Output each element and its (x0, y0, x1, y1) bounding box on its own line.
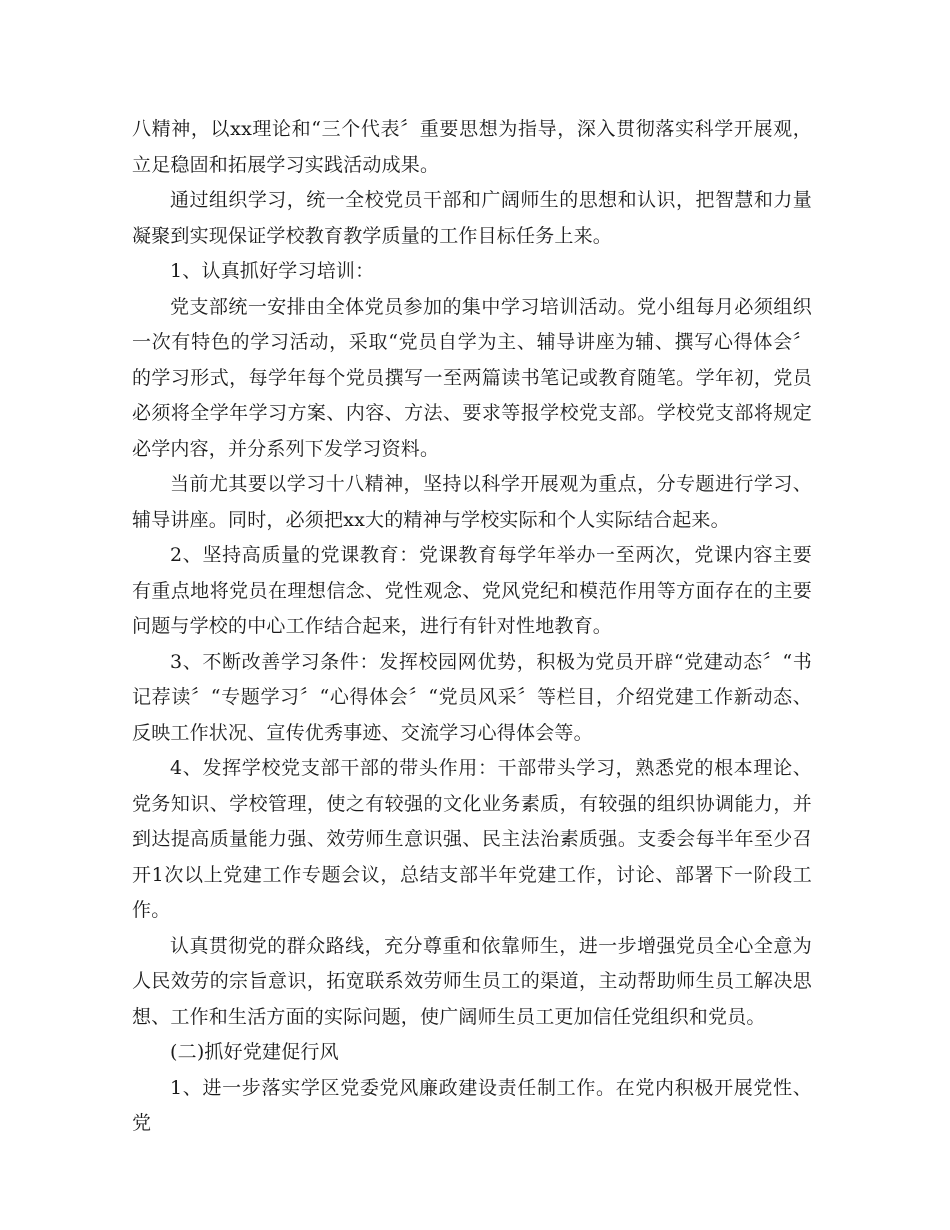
paragraph-study-training: 党支部统一安排由全体党员参加的集中学习培训活动。党小组每月必须组织一次有特色的学习活动，采取“党员自学为主、辅导讲座为辅、撰写心得体会〞的学习形式，每学年每个党员撰写一至两篇读书笔记或教育随笔。学年初，党员必须将全学年学习方案、内容、方法、要求等报学校党支部。学校党支部将规定必学内容，并分系列下发学习资料。 (132, 295, 812, 460)
paragraph-anti-corruption: 1、进一步落实学区党委党风廉政建设责任制工作。在党内积极开展党性、党 (132, 1076, 812, 1134)
section-heading-party-style: (二)抓好党建促行风 (170, 1041, 339, 1063)
paragraph-continuation: 八精神，以xx理论和“三个代表〞重要思想为指导，深入贯彻落实科学开展观，立足稳固和拓展学习实践活动成果。 (132, 118, 812, 176)
paragraph-study-organization: 通过组织学习，统一全校党员干部和广阔师生的思想和认识，把智慧和力量凝聚到实现保证学校教育教学质量的工作目标任务上来。 (132, 189, 812, 247)
paragraph-mass-line: 认真贯彻党的群众路线，充分尊重和依靠师生，进一步增强党员全心全意为人民效劳的宗旨意识，拓宽联系效劳师生员工的渠道，主动帮助师生员工解决思想、工作和生活方面的实际问题，使广阔师生员工更加信任党组织和党员。 (132, 934, 812, 1028)
document-body (132, 112, 812, 1142)
paragraph-party-lessons: 2、坚持高质量的党课教育：党课教育每学年举办一至两次，党课内容主要有重点地将党员在理想信念、党性观念、党风党纪和模范作用等方面存在的主要问题与学校的中心工作结合起来，进行有针对性地教育。 (132, 544, 812, 637)
paragraph-study-conditions: 3、不断改善学习条件：发挥校园网优势，积极为党员开辟“党建动态〞“书记荐读〞“专题学习〞“心得体会〞“党员风采〞等栏目，介绍党建工作新动态、反映工作状况、宣传优秀事迹、交流学习心得体会等。 (132, 650, 812, 744)
paragraph-current-focus: 当前尤其要以学习十八精神，坚持以科学开展观为重点，分专题进行学习、辅导讲座。同时，必须把xx大的精神与学校实际和个人实际结合起来。 (132, 473, 812, 531)
heading-study-training: 1、认真抓好学习培训： (170, 260, 375, 282)
paragraph-cadre-leadership: 4、发挥学校党支部干部的带头作用：干部带头学习，熟悉党的根本理论、党务知识、学校管理，使之有较强的文化业务素质，有较强的组织协调能力，并到达提高质量能力强、效劳师生意识强、民主法治素质强。支委会每半年至少召开1次以上党建工作专题会议，总结支部半年党建工作，讨论、部署下一阶段工作。 (132, 757, 812, 921)
